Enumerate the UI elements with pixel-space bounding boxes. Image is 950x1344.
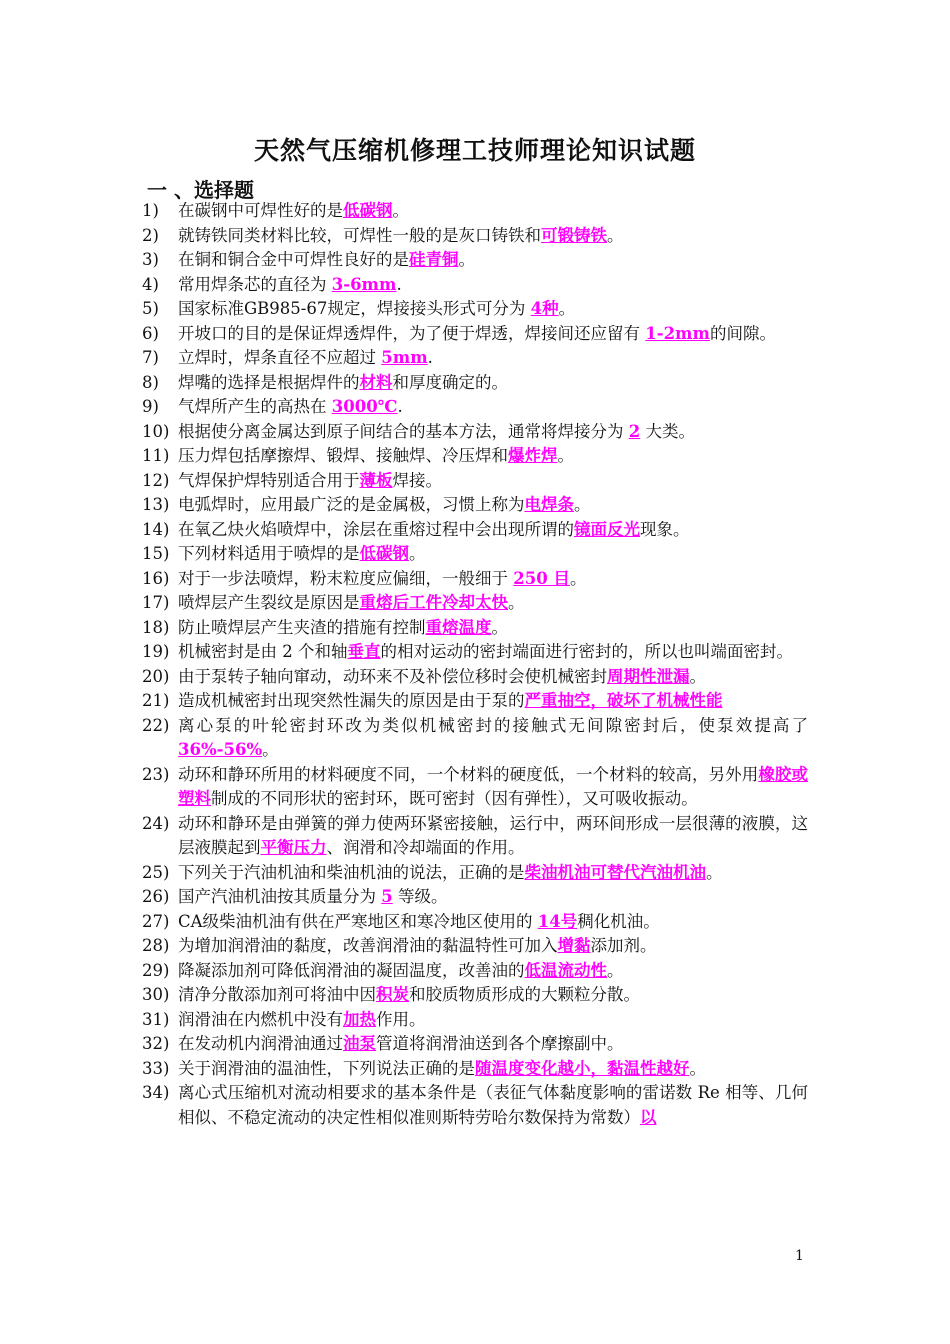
question-item <box>142 346 808 371</box>
answer-highlight: 薄板 <box>359 470 393 490</box>
question-text <box>178 297 808 322</box>
question-number: 34) <box>142 1083 170 1102</box>
question-text <box>178 273 808 298</box>
question-number: 30) <box>142 985 170 1004</box>
answer-highlight: 2 <box>628 421 641 441</box>
question-item <box>142 199 808 224</box>
question-text <box>178 640 808 665</box>
question-number: 9) <box>142 397 159 416</box>
question-segment: . <box>396 274 402 294</box>
question-segment: 常用焊条芯的直径为 <box>178 274 332 294</box>
question-text <box>178 665 808 690</box>
answer-highlight: 250 目 <box>513 568 570 588</box>
question-item <box>142 983 808 1008</box>
question-item <box>142 714 808 763</box>
question-text <box>178 444 808 469</box>
answer-highlight: 3-6mm <box>331 274 397 294</box>
question-item <box>142 885 808 910</box>
question-text <box>178 224 808 249</box>
question-segment: 。 <box>508 593 525 612</box>
question-number: 6) <box>142 323 159 343</box>
answer-highlight: 材料 <box>359 372 393 392</box>
question-text <box>178 861 808 886</box>
question-number: 27) <box>142 911 170 931</box>
question-text <box>178 885 808 910</box>
answer-highlight: 周期性泄漏 <box>607 666 690 686</box>
answer-highlight: 重熔温度 <box>425 617 492 637</box>
question-item <box>142 1032 808 1057</box>
question-number: 5) <box>142 299 159 318</box>
question-text <box>178 910 808 935</box>
question-segment: 就铸铁同类材料比较，可焊性一般的是灰口铸铁和 <box>178 225 541 245</box>
question-segment: 。 <box>392 201 409 220</box>
question-segment: 立焊时，焊条直径不应超过 <box>178 348 382 367</box>
question-text <box>178 812 808 861</box>
question-segment: 国产汽油机油按其质量分为 <box>178 887 382 906</box>
question-text <box>178 616 808 641</box>
question-item <box>142 812 808 861</box>
question-segment: 动环和静环是由弹簧的弹力使两环紧密接触，运行中，两环间形成一层很薄的液膜，这层液膜起到 <box>178 813 808 857</box>
question-number: 14) <box>142 519 170 539</box>
question-segment: 。 <box>557 446 574 465</box>
question-text <box>178 248 808 273</box>
answer-highlight: 低碳钢 <box>343 201 393 220</box>
answer-highlight: 硅青铜 <box>409 250 459 269</box>
question-number: 2) <box>142 225 159 245</box>
question-item <box>142 689 808 714</box>
question-segment: 根据使分离金属达到原子间结合的基本方法，通常将焊接分为 <box>178 421 629 441</box>
answer-highlight: 低温流动性 <box>524 960 607 980</box>
question-text <box>178 371 808 396</box>
question-segment: 和胶质物质形成的大颗粒分散。 <box>409 985 640 1004</box>
question-text <box>178 1057 808 1082</box>
answer-highlight: 14号 <box>537 911 578 931</box>
question-number: 32) <box>142 1034 170 1053</box>
question-text <box>178 493 808 518</box>
question-segment: 。 <box>409 544 426 563</box>
question-list <box>142 199 808 1130</box>
question-text <box>178 542 808 567</box>
question-segment: 和厚度确定的。 <box>392 372 508 392</box>
question-segment: 在铜和铜合金中可焊性良好的是 <box>178 250 409 269</box>
question-number: 23) <box>142 764 170 784</box>
question-number: 16) <box>142 568 170 588</box>
question-segment: 压力焊包括摩擦焊、锻焊、接触焊、冷压焊和 <box>178 446 508 465</box>
question-number: 31) <box>142 1009 170 1029</box>
answer-highlight: 1-2mm <box>645 323 710 343</box>
question-segment: 开坡口的目的是保证焊透焊件，为了便于焊透，焊接间还应留有 <box>178 323 646 343</box>
question-item <box>142 1008 808 1033</box>
question-number: 4) <box>142 274 159 294</box>
question-segment: 。 <box>558 299 576 318</box>
question-segment: 在发动机内润滑油通过 <box>178 1034 343 1053</box>
answer-highlight: 柴油机油可替代汽油机油 <box>524 862 706 882</box>
answer-highlight: 积炭 <box>376 985 409 1004</box>
question-item <box>142 248 808 273</box>
question-segment: 管道将润滑油送到各个摩擦副中。 <box>376 1034 624 1053</box>
question-segment: 现象。 <box>640 519 690 539</box>
question-segment: 降凝添加剂可降低润滑油的凝固温度，改善油的 <box>178 960 525 980</box>
question-segment: 清净分散添加剂可将油中因 <box>178 985 376 1004</box>
question-segment: 的相对运动的密封端面进行密封的，所以也叫端面密封。 <box>380 642 793 661</box>
question-number: 20) <box>142 666 170 686</box>
question-text <box>178 1008 808 1033</box>
question-item <box>142 934 808 959</box>
question-segment: 下列材料适用于喷焊的是 <box>178 544 360 563</box>
question-text <box>178 1032 808 1057</box>
question-number: 26) <box>142 887 170 906</box>
question-number: 21) <box>142 691 170 710</box>
question-segment: 等级。 <box>392 887 448 906</box>
question-number: 13) <box>142 495 170 514</box>
question-item <box>142 444 808 469</box>
question-text <box>178 714 808 763</box>
question-item <box>142 518 808 543</box>
answer-highlight: 油泵 <box>343 1034 376 1053</box>
answer-highlight: 垂直 <box>347 642 381 661</box>
answer-highlight: 4种 <box>530 299 559 318</box>
question-segment: 防止喷焊层产生夹渣的措施有控制 <box>178 617 426 637</box>
question-segment: 。 <box>491 617 508 637</box>
question-item <box>142 395 808 420</box>
answer-highlight: 5 <box>381 887 393 906</box>
question-segment: 焊嘴的选择是根据焊件的 <box>178 372 360 392</box>
question-segment: 。 <box>689 1058 706 1078</box>
answer-highlight: 5mm <box>381 348 428 367</box>
question-item <box>142 1057 808 1082</box>
question-text <box>178 591 808 616</box>
question-item <box>142 861 808 886</box>
question-item <box>142 273 808 298</box>
question-segment: 机械密封是由 2 个和轴 <box>178 642 348 661</box>
question-item <box>142 469 808 494</box>
question-item <box>142 542 808 567</box>
question-number: 10) <box>142 421 170 441</box>
question-segment: 喷焊层产生裂纹是原因是 <box>178 593 360 612</box>
question-number: 1) <box>142 201 159 220</box>
question-text <box>178 763 808 812</box>
question-item <box>142 640 808 665</box>
question-item <box>142 665 808 690</box>
answer-highlight: 严重抽空，破坏了机械性能 <box>524 691 723 710</box>
question-segment: 由于泵转子轴向窜动，动环来不及补偿位移时会使机械密封 <box>178 666 607 686</box>
answer-highlight: 36%-56% <box>178 740 263 759</box>
question-segment: . <box>427 348 433 367</box>
question-item <box>142 322 808 347</box>
question-text <box>178 346 808 371</box>
question-segment: 大类。 <box>640 421 695 441</box>
question-segment: 在氧乙炔火焰喷焊中，涂层在重熔过程中会出现所谓的 <box>178 519 574 539</box>
question-number: 11) <box>142 446 170 465</box>
question-item <box>142 959 808 984</box>
question-segment: 关于润滑油的温油性，下列说法正确的是 <box>178 1058 475 1078</box>
answer-highlight: 电焊条 <box>524 495 574 514</box>
question-text <box>178 395 808 420</box>
question-item <box>142 1081 808 1130</box>
answer-highlight: 以 <box>640 1107 657 1127</box>
question-number: 17) <box>142 593 170 612</box>
question-item <box>142 224 808 249</box>
question-text <box>178 469 808 494</box>
question-item <box>142 616 808 641</box>
question-item <box>142 420 808 445</box>
question-segment: 润滑油在内燃机中没有 <box>178 1009 343 1029</box>
question-number: 33) <box>142 1058 170 1078</box>
question-text <box>178 689 808 714</box>
answer-highlight: 低碳钢 <box>359 544 409 563</box>
question-segment: 对于一步法喷焊，粉末粒度应偏细，一般细于 <box>178 568 514 588</box>
answer-highlight: 可锻铸铁 <box>541 225 607 245</box>
page-number: 1 <box>795 1248 804 1264</box>
question-text <box>178 518 808 543</box>
page-title: 天然气压缩机修理工技师理论知识试题 <box>253 136 696 165</box>
question-segment: 离心式压缩机对流动相要求的基本条件是（表征气体黏度影响的雷诺数 Re 相等、几何相似、不稳定流动的决定性相似准则斯特劳哈尔数保持为常数） <box>178 1083 808 1127</box>
question-segment: 。 <box>607 225 624 245</box>
question-segment: 。 <box>569 568 587 588</box>
question-number: 25) <box>142 862 170 882</box>
question-item <box>142 371 808 396</box>
question-segment: 国家标准GB985-67规定，焊接接头形式可分为 <box>178 299 531 318</box>
answer-highlight: 增黏 <box>557 936 591 955</box>
question-segment: . <box>397 397 403 416</box>
question-number: 3) <box>142 250 159 269</box>
answer-highlight: 镜面反光 <box>574 519 640 539</box>
question-segment: 。 <box>706 862 723 882</box>
section-heading: 一 、选择题 <box>147 178 254 202</box>
question-text <box>178 420 808 445</box>
question-segment: 。 <box>607 960 624 980</box>
question-text <box>178 983 808 1008</box>
question-number: 22) <box>142 715 170 735</box>
question-segment: 离心泵的叶轮密封环改为类似机械密封的接触式无间隙密封后，使泵效提高了 <box>178 715 808 735</box>
question-number: 29) <box>142 960 170 980</box>
question-text <box>178 322 808 347</box>
question-segment: 添加剂。 <box>590 936 657 955</box>
question-segment: 下列关于汽油机油和柴油机油的说法，正确的是 <box>178 862 525 882</box>
question-segment: CA级柴油机油有供在严寒地区和寒冷地区使用的 <box>178 911 538 931</box>
question-item <box>142 910 808 935</box>
question-text <box>178 199 808 224</box>
question-segment: 造成机械密封出现突然性漏失的原因是由于泵的 <box>178 691 525 710</box>
question-number: 7) <box>142 348 159 367</box>
answer-highlight: 加热 <box>343 1009 376 1029</box>
question-number: 12) <box>142 470 170 490</box>
question-segment: 气焊所产生的高热在 <box>178 397 332 416</box>
question-text <box>178 934 808 959</box>
question-segment: 制成的不同形状的密封环，既可密封（因有弹性），又可吸收振动。 <box>211 789 698 808</box>
question-segment: 作用。 <box>376 1009 426 1029</box>
answer-highlight: 3000℃ <box>331 397 398 416</box>
answer-highlight: 橡胶或塑料 <box>178 764 809 808</box>
question-item <box>142 763 808 812</box>
question-text <box>178 1081 808 1130</box>
answer-highlight: 随温度变化越小，黏温性越好 <box>475 1058 690 1078</box>
question-segment: 焊接。 <box>392 470 442 490</box>
question-number: 18) <box>142 617 170 637</box>
question-segment: 、润滑和冷却端面的作用。 <box>326 838 525 857</box>
question-text <box>178 959 808 984</box>
question-segment: 。 <box>689 666 706 686</box>
question-item <box>142 493 808 518</box>
question-number: 15) <box>142 544 170 563</box>
question-number: 19) <box>142 642 170 661</box>
question-item <box>142 591 808 616</box>
question-item <box>142 297 808 322</box>
question-segment: 为增加润滑油的黏度，改善润滑油的黏温特性可加入 <box>178 936 558 955</box>
answer-highlight: 爆炸焊 <box>508 446 558 465</box>
question-segment: 稠化机油。 <box>577 911 660 931</box>
answer-highlight: 重熔后工件冷却太快 <box>359 593 508 612</box>
question-number: 28) <box>142 936 170 955</box>
question-text <box>178 567 808 592</box>
question-segment: 电弧焊时，应用最广泛的是金属极，习惯上称为 <box>178 495 525 514</box>
question-segment: 的间隙。 <box>709 323 776 343</box>
answer-highlight: 平衡压力 <box>260 838 327 857</box>
question-segment: 。 <box>458 250 475 269</box>
question-segment: 。 <box>262 740 279 759</box>
question-segment: 动环和静环所用的材料硬度不同，一个材料的硬度低，一个材料的较高，另外用 <box>178 764 759 784</box>
question-segment: 在碳钢中可焊性好的是 <box>178 201 343 220</box>
question-item <box>142 567 808 592</box>
question-segment: 。 <box>574 495 591 514</box>
question-segment: 气焊保护焊特别适合用于 <box>178 470 360 490</box>
question-number: 8) <box>142 372 159 392</box>
question-number: 24) <box>142 813 170 833</box>
